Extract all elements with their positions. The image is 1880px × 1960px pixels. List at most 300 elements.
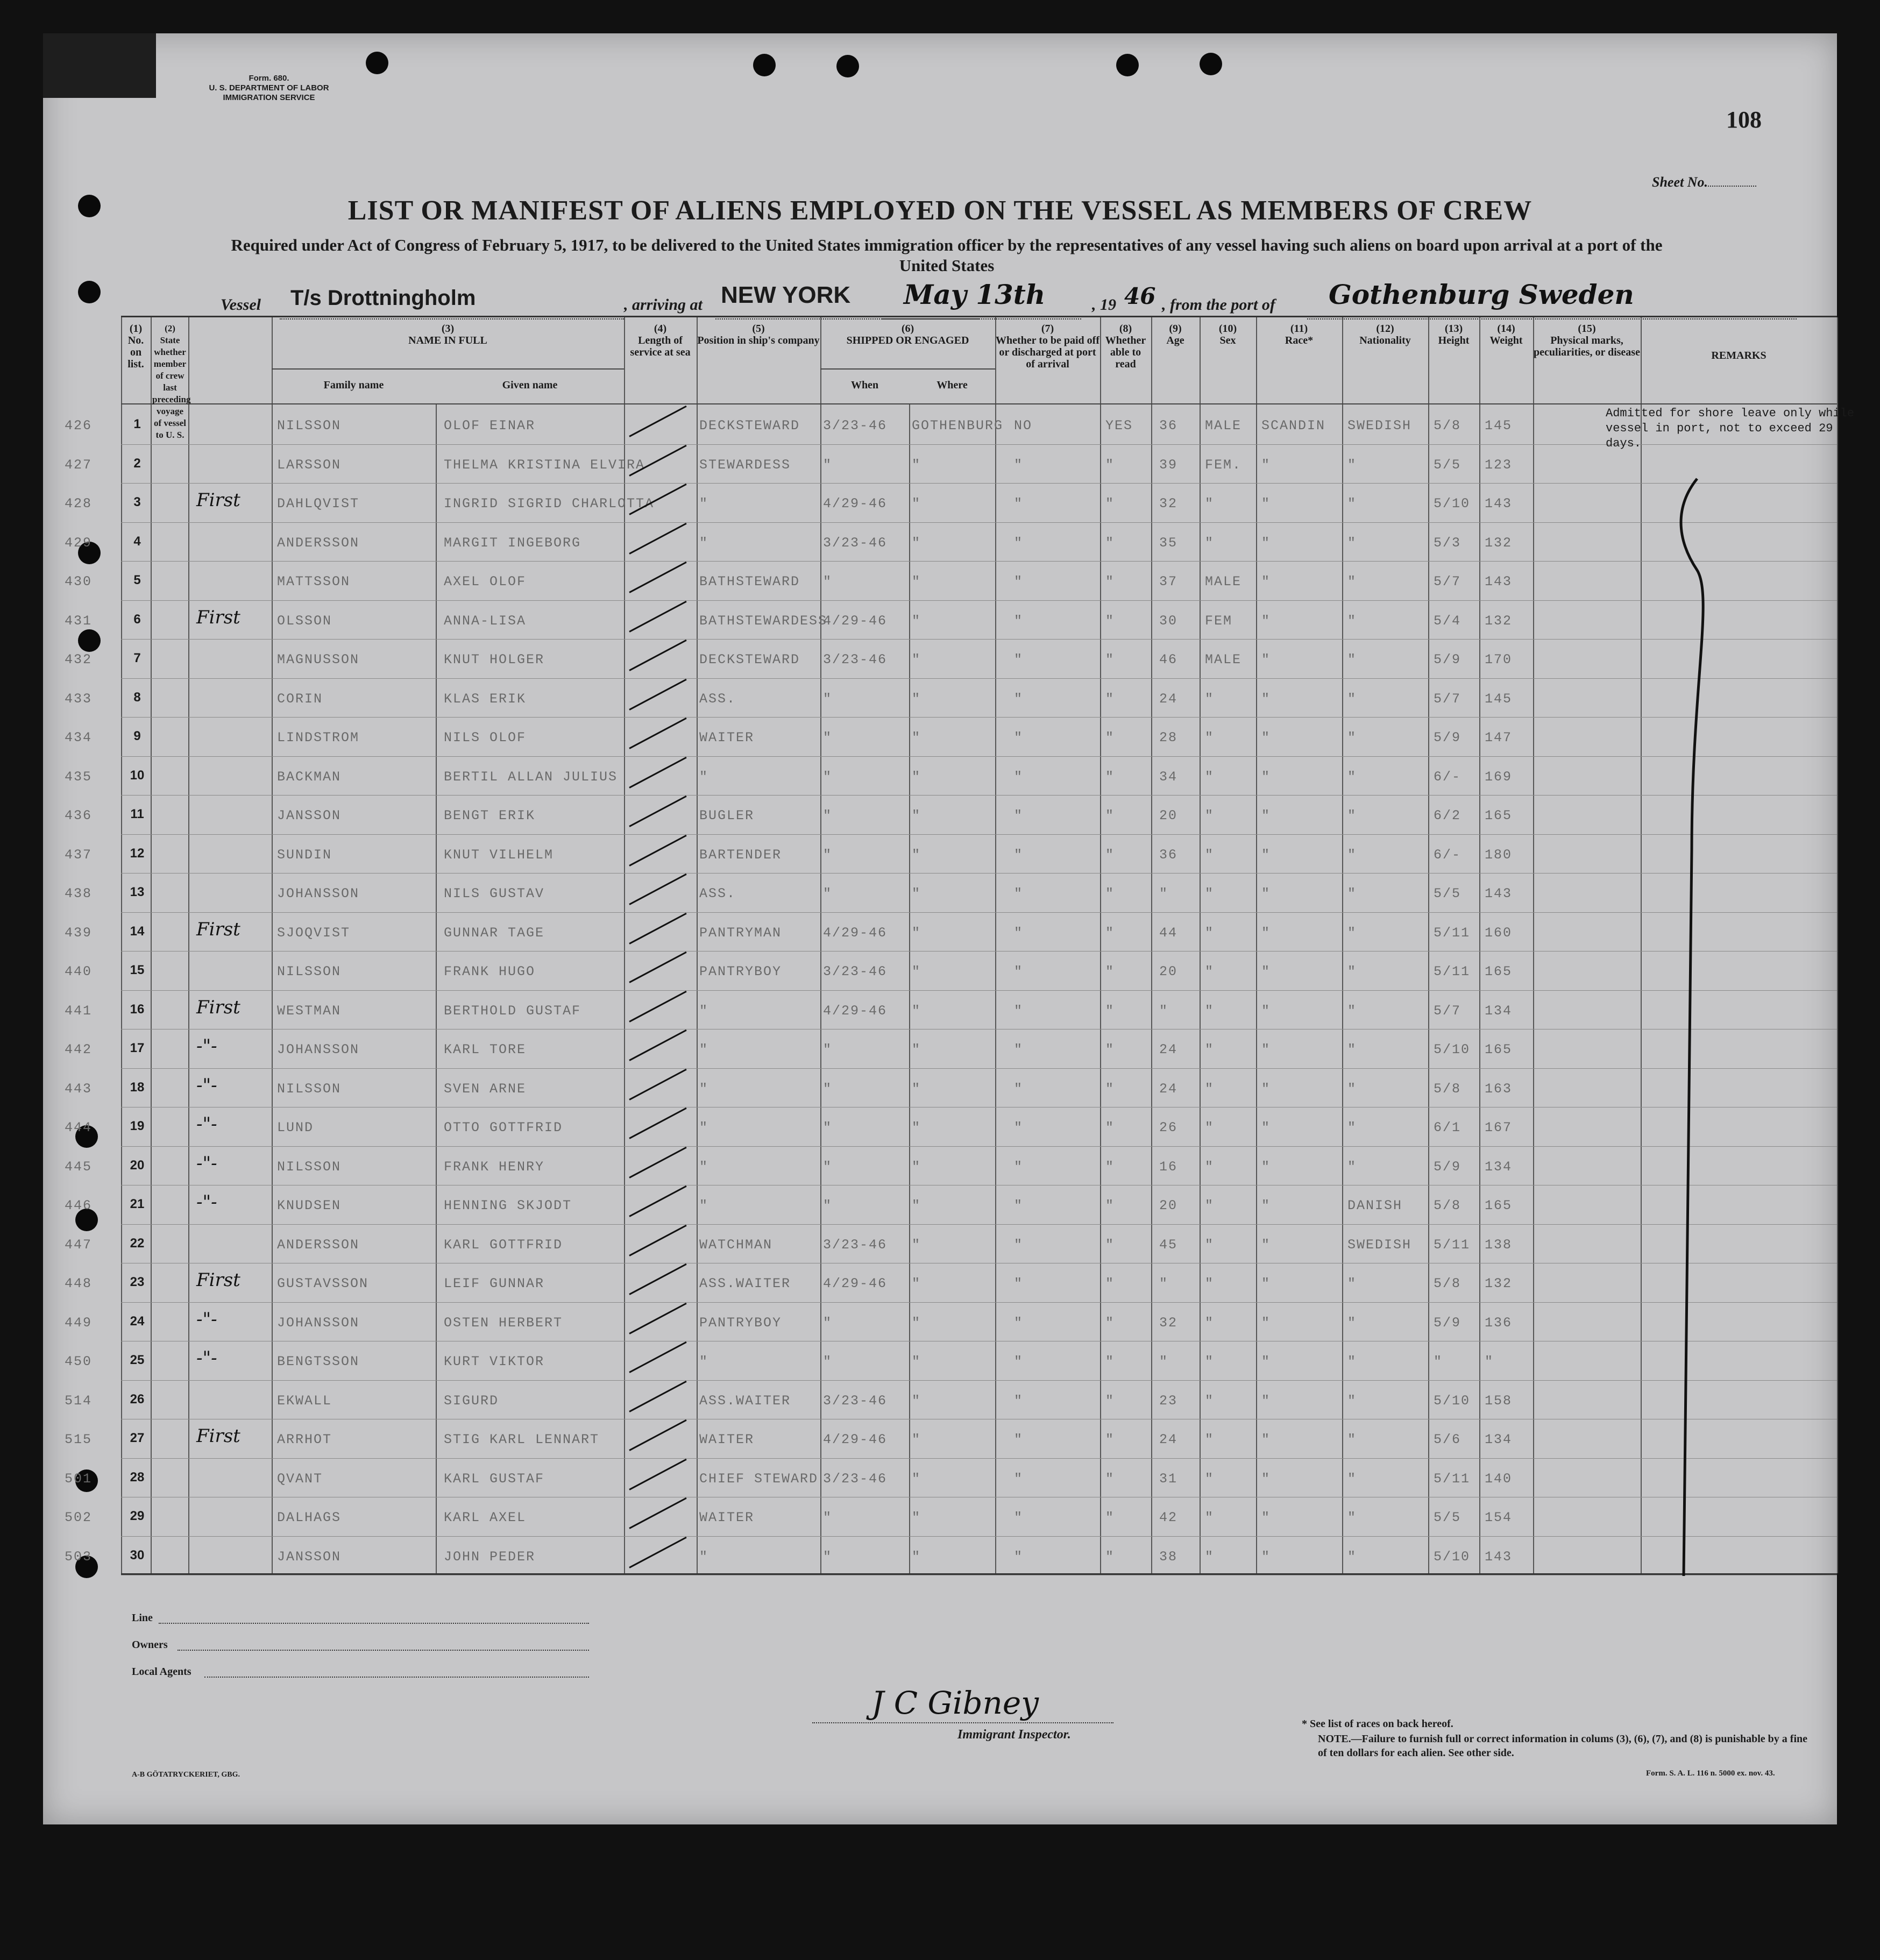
crew-nationality: " (1347, 1120, 1357, 1135)
crew-height: 5/6 (1434, 1432, 1462, 1447)
table-row (65, 874, 1837, 913)
crew-given-name: BENGT ERIK (444, 808, 536, 823)
table-row (65, 406, 1837, 445)
crew-margin-number: 437 (65, 847, 93, 863)
crew-able-to-read: " (1105, 1471, 1115, 1487)
crew-nationality: " (1347, 730, 1357, 745)
crew-able-to-read: " (1105, 886, 1115, 901)
crew-shipped-when: 3/23-46 (823, 418, 888, 434)
crew-weight: 145 (1485, 691, 1513, 707)
crew-shipped-when: " (823, 574, 833, 590)
service-checkmark (629, 640, 686, 671)
crew-given-name: GUNNAR TAGE (444, 925, 545, 941)
crew-margin-number: 440 (65, 964, 93, 979)
crew-race: " (1261, 1354, 1271, 1369)
crew-paid-off: " (1014, 847, 1024, 863)
crew-race: " (1261, 1510, 1271, 1525)
crew-margin-number: 427 (65, 457, 93, 473)
crew-age: 26 (1159, 1120, 1178, 1135)
table-row (65, 1381, 1837, 1421)
crew-previous-voyage: First (196, 1269, 240, 1291)
crew-age: 46 (1159, 652, 1178, 667)
crew-shipped-when: " (823, 808, 833, 823)
crew-list-number: 20 (130, 1157, 145, 1173)
crew-shipped-where: " (912, 652, 921, 667)
crew-shipped-where: " (912, 925, 921, 941)
crew-height: 5/9 (1434, 1159, 1462, 1175)
crew-nationality: " (1347, 964, 1357, 979)
crew-age: 16 (1159, 1159, 1178, 1175)
crew-position: ASS. (699, 886, 736, 901)
crew-margin-number: 426 (65, 418, 93, 434)
crew-paid-off: " (1014, 1393, 1024, 1409)
crew-family-name: LARSSON (277, 457, 342, 473)
crew-shipped-where: " (912, 496, 921, 512)
crew-sex: " (1205, 1198, 1215, 1213)
crew-age: 36 (1159, 847, 1178, 863)
crew-position: " (699, 1120, 709, 1135)
crew-position: " (699, 769, 709, 785)
table-row (65, 1186, 1837, 1225)
from-port: Gothenburg Sweden (1329, 279, 1634, 310)
crew-previous-voyage: First (196, 606, 240, 628)
crew-height: 6/- (1434, 769, 1462, 785)
crew-sex: " (1205, 808, 1215, 823)
col-header-where: Where (937, 379, 968, 391)
table-row (65, 1498, 1837, 1537)
crew-nationality: " (1347, 1393, 1357, 1409)
crew-weight: 132 (1485, 535, 1513, 551)
table-row (65, 523, 1837, 563)
crew-list-number: 30 (130, 1547, 145, 1563)
crew-previous-voyage: -"- (196, 1152, 217, 1174)
crew-height: 5/8 (1434, 418, 1462, 434)
crew-sex: " (1205, 769, 1215, 785)
crew-height: 5/10 (1434, 1393, 1471, 1409)
crew-sex: MALE (1205, 652, 1242, 667)
crew-paid-off: " (1014, 1510, 1024, 1525)
crew-race: " (1261, 847, 1271, 863)
crew-able-to-read: " (1105, 964, 1115, 979)
crew-sex: " (1205, 1510, 1215, 1525)
crew-paid-off: NO (1014, 418, 1033, 434)
table-row (65, 1420, 1837, 1459)
crew-family-name: DALHAGS (277, 1510, 342, 1525)
crew-given-name: AXEL OLOF (444, 574, 527, 590)
crew-nationality: " (1347, 925, 1357, 941)
crew-margin-number: 503 (65, 1549, 93, 1565)
crew-weight: 147 (1485, 730, 1513, 745)
crew-paid-off: " (1014, 964, 1024, 979)
crew-position: BATHSTEWARD (699, 574, 800, 590)
crew-previous-voyage: First (196, 489, 240, 511)
crew-shipped-where: " (912, 847, 921, 863)
crew-previous-voyage: First (196, 1425, 240, 1447)
crew-paid-off: " (1014, 1432, 1024, 1447)
crew-age: 20 (1159, 1198, 1178, 1213)
crew-family-name: ANDERSSON (277, 535, 360, 551)
crew-margin-number: 446 (65, 1198, 93, 1213)
crew-list-number: 5 (133, 573, 141, 587)
races-note: * See list of races on back hereof. (1302, 1718, 1453, 1730)
col-header-read: (8) Whether able to read (1105, 323, 1146, 370)
crew-position: WAITER (699, 730, 755, 745)
crew-height: " (1434, 1354, 1443, 1369)
crew-able-to-read: " (1105, 1042, 1115, 1057)
crew-sex: " (1205, 1471, 1215, 1487)
col-header-height: (13) Height (1438, 323, 1470, 346)
crew-shipped-when: 3/23-46 (823, 535, 888, 551)
crew-shipped-where: " (912, 1549, 921, 1565)
crew-height: 6/1 (1434, 1120, 1462, 1135)
crew-family-name: BENGTSSON (277, 1354, 360, 1369)
table-row (65, 835, 1837, 875)
crew-list-number: 29 (130, 1509, 145, 1523)
crew-age: 35 (1159, 535, 1178, 551)
crew-sex: " (1205, 886, 1215, 901)
table-row (65, 1537, 1837, 1576)
crew-race: " (1261, 652, 1271, 667)
col-header-weight: (14) Weight (1489, 323, 1523, 346)
crew-sex: " (1205, 496, 1215, 512)
crew-sex: " (1205, 535, 1215, 551)
crew-able-to-read: " (1105, 1276, 1115, 1291)
service-checkmark (629, 912, 686, 944)
service-checkmark (629, 562, 686, 593)
crew-previous-voyage: -"- (196, 1191, 217, 1213)
crew-given-name: LEIF GUNNAR (444, 1276, 545, 1291)
crew-position: PANTRYBOY (699, 964, 782, 979)
crew-margin-number: 441 (65, 1003, 93, 1019)
crew-previous-voyage: -"- (196, 1347, 217, 1369)
crew-shipped-when: 3/23-46 (823, 1237, 888, 1253)
table-row (65, 1030, 1837, 1069)
crew-sex: " (1205, 1432, 1215, 1447)
crew-height: 5/5 (1434, 457, 1462, 473)
crew-list-number: 14 (130, 924, 145, 939)
crew-margin-number: 450 (65, 1354, 93, 1369)
crew-able-to-read: " (1105, 730, 1115, 745)
crew-shipped-where: " (912, 613, 921, 629)
crew-list-number: 7 (133, 651, 141, 665)
service-checkmark (629, 1341, 686, 1373)
crew-race: " (1261, 1081, 1271, 1097)
crew-sex: " (1205, 925, 1215, 941)
crew-age: 37 (1159, 574, 1178, 590)
crew-margin-number: 448 (65, 1276, 93, 1291)
crew-given-name: THELMA KRISTINA ELVIRA (444, 457, 645, 473)
service-checkmark (629, 1146, 686, 1178)
crew-nationality: " (1347, 1432, 1357, 1447)
crew-height: 5/4 (1434, 613, 1462, 629)
table-row (65, 484, 1837, 523)
crew-shipped-where: " (912, 1081, 921, 1097)
crew-race: " (1261, 1471, 1271, 1487)
crew-position: " (699, 1354, 709, 1369)
crew-height: 5/8 (1434, 1276, 1462, 1291)
crew-able-to-read: " (1105, 1003, 1115, 1019)
crew-given-name: KARL GUSTAF (444, 1471, 545, 1487)
footer-agents-label: Local Agents (132, 1666, 191, 1678)
crew-race: SCANDIN (1261, 418, 1326, 434)
crew-weight: 134 (1485, 1003, 1513, 1019)
arriving-label: , arriving at (624, 296, 703, 314)
crew-height: 5/11 (1434, 964, 1471, 979)
crew-family-name: LUND (277, 1120, 314, 1135)
crew-nationality: SWEDISH (1347, 1237, 1412, 1253)
crew-shipped-where: " (912, 691, 921, 707)
crew-shipped-when: 4/29-46 (823, 925, 888, 941)
crew-margin-number: 436 (65, 808, 93, 823)
crew-age: 30 (1159, 613, 1178, 629)
service-checkmark (629, 1068, 686, 1100)
crew-list-number: 22 (130, 1235, 145, 1251)
crew-paid-off: " (1014, 1198, 1024, 1213)
crew-height: 5/8 (1434, 1198, 1462, 1213)
crew-nationality: DANISH (1347, 1198, 1403, 1213)
crew-shipped-where: " (912, 769, 921, 785)
crew-paid-off: " (1014, 1276, 1024, 1291)
crew-shipped-when: 4/29-46 (823, 1003, 888, 1019)
crew-paid-off: " (1014, 1549, 1024, 1565)
crew-shipped-when: " (823, 1042, 833, 1057)
crew-shipped-when: " (823, 1081, 833, 1097)
crew-able-to-read: " (1105, 847, 1115, 863)
crew-height: 5/3 (1434, 535, 1462, 551)
footer-owners-label: Owners (132, 1639, 168, 1651)
crew-weight: 132 (1485, 1276, 1513, 1291)
arrival-date: May 13th (904, 279, 1046, 310)
service-checkmark (629, 522, 686, 554)
crew-shipped-where: " (912, 535, 921, 551)
service-checkmark (629, 1107, 686, 1139)
year-prefix: , 19 (1092, 296, 1116, 314)
crew-able-to-read: " (1105, 1159, 1115, 1175)
crew-race: " (1261, 535, 1271, 551)
crew-sex: " (1205, 1159, 1215, 1175)
crew-list-number: 24 (130, 1313, 145, 1329)
crew-sex: " (1205, 1237, 1215, 1253)
crew-previous-voyage: First (196, 918, 240, 940)
from-label: , from the port of (1162, 296, 1275, 314)
punch-hole (1200, 53, 1222, 75)
arriving-port: NEW YORK (721, 282, 851, 308)
crew-weight: 134 (1485, 1432, 1513, 1447)
crew-paid-off: " (1014, 886, 1024, 901)
service-checkmark (629, 1419, 686, 1451)
crew-list-number: 16 (130, 1002, 145, 1017)
crew-family-name: NILSSON (277, 418, 342, 434)
crew-nationality: " (1347, 886, 1357, 901)
crew-list-number: 4 (133, 534, 141, 549)
crew-race: " (1261, 808, 1271, 823)
crew-margin-number: 501 (65, 1471, 93, 1487)
crew-able-to-read: " (1105, 691, 1115, 707)
crew-race: " (1261, 691, 1271, 707)
crew-shipped-when: " (823, 457, 833, 473)
crew-weight: " (1485, 1354, 1494, 1369)
crew-family-name: JOHANSSON (277, 886, 360, 901)
crew-age: 28 (1159, 730, 1178, 745)
crew-age: 39 (1159, 457, 1178, 473)
crew-weight: 165 (1485, 1198, 1513, 1213)
crew-given-name: SIGURD (444, 1393, 499, 1409)
crew-family-name: OLSSON (277, 613, 332, 629)
crew-shipped-where: " (912, 574, 921, 590)
crew-margin-number: 429 (65, 535, 93, 551)
crew-weight: 165 (1485, 1042, 1513, 1057)
crew-list-number: 13 (130, 885, 145, 899)
crew-sex: " (1205, 730, 1215, 745)
crew-able-to-read: " (1105, 1510, 1115, 1525)
service-checkmark (629, 718, 686, 749)
crew-position: STEWARDESS (699, 457, 791, 473)
crew-age: 24 (1159, 1042, 1178, 1057)
crew-race: " (1261, 574, 1271, 590)
crew-nationality: " (1347, 1081, 1357, 1097)
crew-paid-off: " (1014, 808, 1024, 823)
form-number: Form. 680. (249, 74, 289, 83)
crew-position: " (699, 1003, 709, 1019)
col-header-given-name: Given name (502, 379, 558, 391)
crew-shipped-where: " (912, 1393, 921, 1409)
crew-age: 36 (1159, 418, 1178, 434)
crew-shipped-when: " (823, 847, 833, 863)
crew-family-name: WESTMAN (277, 1003, 342, 1019)
crew-paid-off: " (1014, 691, 1024, 707)
crew-position: " (699, 1549, 709, 1565)
crew-age: 45 (1159, 1237, 1178, 1253)
crew-shipped-when: " (823, 1510, 833, 1525)
table-row (65, 562, 1837, 601)
table-row (65, 913, 1837, 953)
crew-position: " (699, 1042, 709, 1057)
crew-race: " (1261, 1276, 1271, 1291)
crew-previous-voyage: -"- (196, 1035, 217, 1057)
crew-nationality: " (1347, 847, 1357, 863)
crew-list-number: 17 (130, 1041, 145, 1055)
crew-weight: 169 (1485, 769, 1513, 785)
crew-previous-voyage: First (196, 996, 240, 1018)
crew-height: 5/11 (1434, 1237, 1471, 1253)
crew-weight: 123 (1485, 457, 1513, 473)
crew-position: " (699, 496, 709, 512)
crew-age: 38 (1159, 1549, 1178, 1565)
crew-nationality: " (1347, 1159, 1357, 1175)
crew-age: " (1159, 1003, 1169, 1019)
crew-margin-number: 431 (65, 613, 93, 629)
col-header-no: (1) No. on list. (127, 323, 144, 370)
form-reference: Form. S. A. L. 116 n. 5000 ex. nov. 43. (1646, 1769, 1775, 1778)
crew-nationality: " (1347, 613, 1357, 629)
punch-hole (753, 54, 776, 76)
table-row (65, 952, 1837, 991)
crew-weight: 143 (1485, 496, 1513, 512)
crew-paid-off: " (1014, 457, 1024, 473)
table-row (65, 718, 1837, 757)
crew-position: " (699, 1159, 709, 1175)
crew-able-to-read: " (1105, 652, 1115, 667)
remarks-note: Admitted for shore leave only while vessel in port, not to exceed 29 days. (1606, 407, 1855, 450)
crew-given-name: KARL AXEL (444, 1510, 527, 1525)
crew-margin-number: 433 (65, 691, 93, 707)
crew-position: " (699, 535, 709, 551)
crew-shipped-where: " (912, 1120, 921, 1135)
crew-nationality: " (1347, 1003, 1357, 1019)
crew-shipped-where: " (912, 808, 921, 823)
crew-paid-off: " (1014, 574, 1024, 590)
crew-weight: 145 (1485, 418, 1513, 434)
crew-weight: 154 (1485, 1510, 1513, 1525)
crew-weight: 163 (1485, 1081, 1513, 1097)
service-checkmark (629, 1224, 686, 1256)
vessel-name: T/s Drottningholm (290, 286, 476, 310)
form-header (167, 74, 371, 103)
crew-list-number: 18 (130, 1080, 145, 1095)
crew-given-name: FRANK HUGO (444, 964, 536, 979)
crew-height: 5/9 (1434, 1315, 1462, 1331)
table-row (65, 1303, 1837, 1343)
crew-nationality: " (1347, 457, 1357, 473)
crew-sex: FEM (1205, 613, 1233, 629)
crew-shipped-when: " (823, 1315, 833, 1331)
table-row (65, 1264, 1837, 1303)
crew-height: 5/5 (1434, 886, 1462, 901)
crew-sex: FEM. (1205, 457, 1242, 473)
crew-position: PANTRYBOY (699, 1315, 782, 1331)
crew-given-name: KARL GOTTFRID (444, 1237, 563, 1253)
crew-given-name: KURT VIKTOR (444, 1354, 545, 1369)
crew-shipped-where: " (912, 886, 921, 901)
service-checkmark (629, 756, 686, 788)
crew-paid-off: " (1014, 1315, 1024, 1331)
crew-family-name: NILSSON (277, 964, 342, 979)
crew-shipped-when: 3/23-46 (823, 652, 888, 667)
crew-paid-off: " (1014, 1159, 1024, 1175)
service-name: IMMIGRATION SERVICE (223, 93, 315, 102)
crew-list-number: 6 (133, 612, 141, 627)
service-checkmark (629, 951, 686, 983)
crew-able-to-read: " (1105, 535, 1115, 551)
col-header-length-of-service: (4) Length of service at sea (630, 323, 691, 358)
col-header-age: (9) Age (1166, 323, 1184, 346)
vessel-label: Vessel (221, 296, 261, 314)
crew-sex: " (1205, 1120, 1215, 1135)
service-checkmark (629, 1029, 686, 1061)
crew-nationality: " (1347, 769, 1357, 785)
table-row (65, 1459, 1837, 1499)
col-header-family-name: Family name (323, 379, 384, 391)
crew-able-to-read: " (1105, 1315, 1115, 1331)
crew-shipped-when: 4/29-46 (823, 496, 888, 512)
crew-paid-off: " (1014, 769, 1024, 785)
crew-previous-voyage: -"- (196, 1308, 217, 1330)
crew-weight: 160 (1485, 925, 1513, 941)
crew-shipped-where: " (912, 1003, 921, 1019)
crew-race: " (1261, 613, 1271, 629)
crew-previous-voyage: -"- (196, 1074, 217, 1096)
crew-shipped-when: " (823, 1159, 833, 1175)
table-row (65, 757, 1837, 797)
crew-age: 24 (1159, 691, 1178, 707)
crew-margin-number: 434 (65, 730, 93, 745)
crew-nationality: " (1347, 1354, 1357, 1369)
crew-age: 31 (1159, 1471, 1178, 1487)
col-header-position: (5) Position in ship's company (697, 323, 820, 346)
crew-given-name: OLOF EINAR (444, 418, 536, 434)
crew-age: 20 (1159, 808, 1178, 823)
crew-nationality: " (1347, 1549, 1357, 1565)
